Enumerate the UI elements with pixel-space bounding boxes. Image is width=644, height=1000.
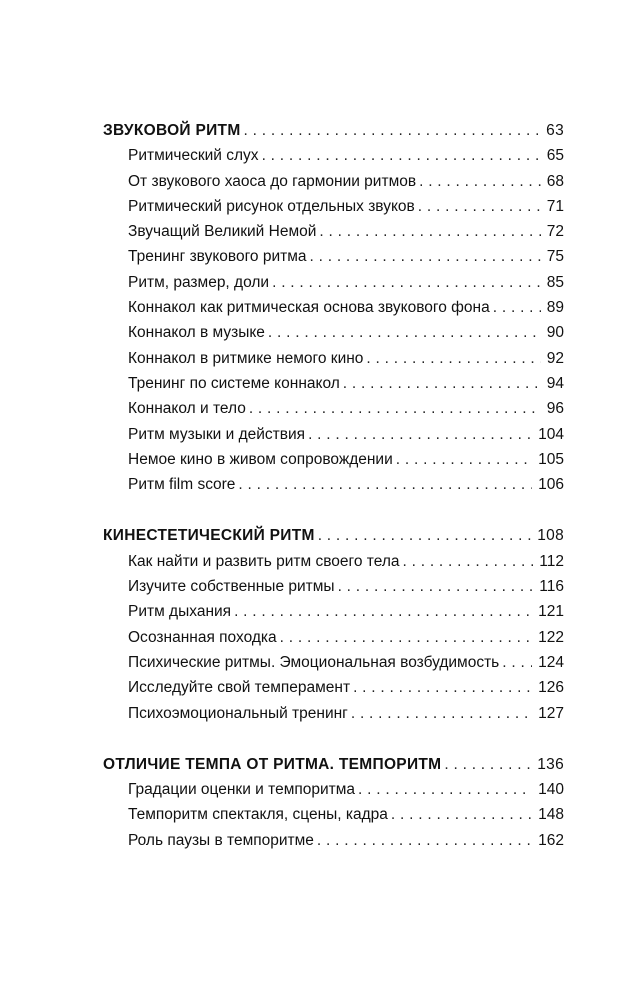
- toc-entry-label: Тренинг по системе коннакол: [128, 374, 340, 392]
- toc-entry-label: Ритм, размер, доли: [128, 273, 270, 291]
- dot-leader: [309, 244, 540, 269]
- toc-entry[interactable]: [103, 346, 564, 371]
- toc-entry-label: Психические ритмы. Эмоциональная возбудимость: [128, 653, 500, 671]
- toc-section-title: КИНЕСТЕТИЧЕСКИЙ РИТМ: [103, 527, 315, 545]
- dot-leader: [343, 371, 541, 396]
- toc-entry[interactable]: [103, 194, 564, 219]
- toc-entry-label: Изучите собственные ритмы: [128, 578, 335, 596]
- toc-section-kinesthetic-rhythm: [103, 523, 564, 725]
- toc-entry[interactable]: [103, 371, 564, 396]
- dot-leader: [268, 320, 541, 345]
- toc-section-title: ОТЛИЧИЕ ТЕМПА ОТ РИТМА. ТЕМПОРИТМ: [103, 755, 442, 773]
- toc-entry-label: Немое кино в живом сопровождении: [128, 450, 393, 468]
- toc-page-number: 92: [546, 349, 564, 367]
- toc-entry[interactable]: [103, 599, 564, 624]
- toc-entry-label: Коннакол как ритмическая основа звукового фона: [128, 299, 490, 317]
- toc-entry-label: Осознанная походка: [128, 628, 277, 646]
- toc-page-number: 122: [538, 628, 564, 646]
- dot-leader: [280, 625, 532, 650]
- toc-entry[interactable]: [103, 549, 564, 574]
- toc-entry-label: Как найти и развить ритм своего тела: [128, 552, 400, 570]
- toc-entry-label: Звучащий Великий Немой: [128, 223, 317, 241]
- toc-page-number: 90: [546, 324, 564, 342]
- toc-entry[interactable]: [103, 828, 564, 853]
- toc-entry-label: Градации оценки и темпоритма: [128, 781, 356, 799]
- toc-page-number: 116: [539, 578, 564, 596]
- dot-leader: [308, 422, 532, 447]
- toc-entry[interactable]: [103, 396, 564, 421]
- toc-entry-label: Тренинг звукового ритма: [128, 248, 307, 266]
- toc-page-number: 121: [538, 603, 564, 621]
- dot-leader: [419, 169, 541, 194]
- toc-page-number: 85: [546, 273, 564, 291]
- toc-entry-label: Ритм дыхания: [128, 603, 232, 621]
- toc-entry-label: Темпоритм спектакля, сцены, кадра: [128, 806, 388, 824]
- toc-entry[interactable]: [103, 802, 564, 827]
- toc-entry[interactable]: [103, 169, 564, 194]
- toc-page-number: 124: [538, 653, 564, 671]
- dot-leader: [338, 574, 534, 599]
- toc-entry-label: Ритмический рисунок отдельных звуков: [128, 197, 415, 215]
- toc-section-heading[interactable]: [103, 752, 564, 777]
- toc-section-heading[interactable]: [103, 118, 564, 143]
- toc-page-number: 71: [546, 197, 564, 215]
- toc-entry[interactable]: [103, 143, 564, 168]
- dot-leader: [402, 549, 533, 574]
- toc-page-number: 127: [538, 704, 564, 722]
- dot-leader: [317, 828, 532, 853]
- toc-page-number: 96: [546, 400, 564, 418]
- toc-entry-label: Психоэмоциональный тренинг: [128, 704, 348, 722]
- toc-section-sound-rhythm: [103, 118, 564, 497]
- dot-leader: [444, 752, 531, 777]
- dot-leader: [262, 143, 541, 168]
- toc-entry[interactable]: [103, 625, 564, 650]
- toc-page-number: 140: [538, 781, 564, 799]
- toc-entry-label: Исследуйте свой темперамент: [128, 679, 351, 697]
- dot-leader: [272, 270, 541, 295]
- dot-leader: [358, 777, 532, 802]
- dot-leader: [493, 295, 541, 320]
- toc-entry[interactable]: [103, 777, 564, 802]
- toc-page-number: 89: [546, 299, 564, 317]
- toc-section-title: ЗВУКОВОЙ РИТМ: [103, 122, 241, 139]
- toc-page-number: 63: [546, 122, 564, 139]
- dot-leader: [418, 194, 541, 219]
- toc-page-number: 105: [538, 450, 564, 468]
- toc-entry[interactable]: [103, 675, 564, 700]
- dot-leader: [238, 472, 532, 497]
- dot-leader: [319, 219, 540, 244]
- toc-entry-label: От звукового хаоса до гармонии ритмов: [128, 172, 417, 190]
- toc-page-number: 136: [537, 755, 564, 773]
- toc-entry[interactable]: [103, 701, 564, 726]
- dot-leader: [391, 802, 532, 827]
- toc-page-number: 68: [546, 172, 564, 190]
- dot-leader: [249, 396, 541, 421]
- toc-entry[interactable]: [103, 472, 564, 497]
- toc-page-number: 112: [539, 552, 564, 570]
- toc-entry[interactable]: [103, 320, 564, 345]
- toc-page-number: 162: [538, 831, 564, 849]
- toc-entry[interactable]: [103, 219, 564, 244]
- toc-entry-label: Ритмический слух: [128, 147, 259, 165]
- toc-entry[interactable]: [103, 270, 564, 295]
- toc-entry-label: Коннакол в музыке: [128, 324, 265, 342]
- toc-entry[interactable]: [103, 422, 564, 447]
- dot-leader: [396, 447, 532, 472]
- toc-entry[interactable]: [103, 574, 564, 599]
- toc-section-heading[interactable]: [103, 523, 564, 548]
- toc-section-tempo-rhythm: [103, 752, 564, 853]
- toc-entry[interactable]: [103, 244, 564, 269]
- toc-entry[interactable]: [103, 447, 564, 472]
- dot-leader: [351, 701, 532, 726]
- toc-page-number: 104: [538, 425, 564, 443]
- dot-leader: [244, 118, 541, 143]
- dot-leader: [366, 346, 540, 371]
- toc-page-number: 106: [538, 476, 564, 494]
- toc-entry-label: Ритм музыки и действия: [128, 425, 306, 443]
- dot-leader: [234, 599, 532, 624]
- dot-leader: [502, 650, 532, 675]
- toc-entry[interactable]: [103, 650, 564, 675]
- table-of-contents: [103, 118, 564, 879]
- toc-entry-label: Коннакол и тело: [128, 400, 246, 418]
- toc-page-number: 94: [546, 374, 564, 392]
- toc-page-number: 148: [538, 806, 564, 824]
- toc-page-number: 65: [546, 147, 564, 165]
- toc-entry-label: Роль паузы в темпоритме: [128, 831, 314, 849]
- toc-page-number: 72: [546, 223, 564, 241]
- toc-page-number: 108: [537, 527, 564, 545]
- toc-page-number: 75: [546, 248, 564, 266]
- toc-entry[interactable]: [103, 295, 564, 320]
- dot-leader: [318, 523, 532, 548]
- dot-leader: [353, 675, 532, 700]
- toc-entry-label: Ритм film score: [128, 476, 236, 494]
- toc-entry-label: Коннакол в ритмике немого кино: [128, 349, 364, 367]
- toc-page-number: 126: [538, 679, 564, 697]
